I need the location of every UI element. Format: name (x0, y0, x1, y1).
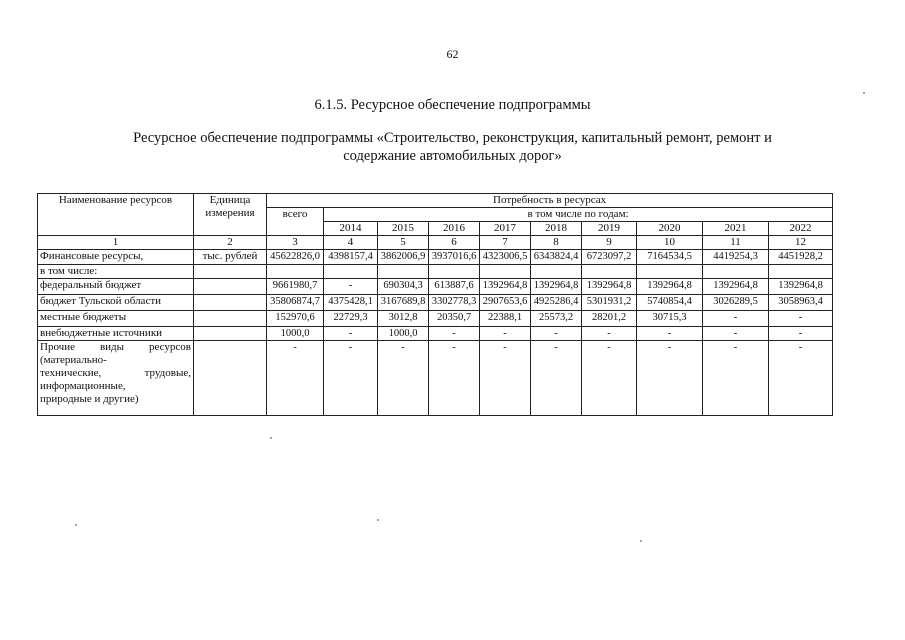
row-value: - (769, 311, 833, 327)
row-unit (194, 327, 267, 341)
table-row (38, 265, 833, 279)
column-number: 4 (324, 236, 378, 250)
header-unit (194, 194, 267, 236)
row-value: - (324, 279, 378, 295)
row-value: 1000,0 (378, 327, 429, 341)
row-value: - (531, 327, 582, 341)
header-need: Потребность в ресурсах (267, 194, 833, 208)
column-number: 1 (38, 236, 194, 250)
column-number: 5 (378, 236, 429, 250)
row-total: 152970,6 (267, 311, 324, 327)
row-value: - (637, 327, 703, 341)
column-number: 10 (637, 236, 703, 250)
row-value: 3302778,3 (429, 295, 480, 311)
row-total: 45622826,0 (267, 250, 324, 265)
row-value: 4419254,3 (703, 250, 769, 265)
other-resources-word: технические, (40, 367, 102, 379)
row-value: - (531, 341, 582, 416)
row-name: в том числе: (38, 265, 194, 279)
table-row-other-resources (38, 341, 833, 416)
table-row (38, 295, 833, 311)
row-value: 2907653,6 (480, 295, 531, 311)
row-value: 6343824,4 (531, 250, 582, 265)
row-value: - (703, 311, 769, 327)
row-value: 1392964,8 (637, 279, 703, 295)
row-value: 30715,3 (637, 311, 703, 327)
row-value: - (429, 341, 480, 416)
row-value: 1392964,8 (703, 279, 769, 295)
row-value: 613887,6 (429, 279, 480, 295)
row-value: 690304,3 (378, 279, 429, 295)
other-resources-word: ресурсов (149, 341, 191, 353)
other-resources-word: виды (99, 341, 125, 353)
row-value: 3026289,5 (703, 295, 769, 311)
document-title-line-1: Ресурсное обеспечение подпрограммы «Строительство, реконструкция, капитальный ремонт, ремонт и (133, 130, 772, 146)
table-row (38, 327, 833, 341)
row-name: Финансовые ресурсы, (38, 250, 194, 265)
other-resources-word: трудовые, (144, 367, 191, 379)
row-value (378, 265, 429, 279)
document-title (90, 129, 815, 165)
row-value: - (480, 327, 531, 341)
document-title-line-2: содержание автомобильных дорог» (343, 148, 562, 164)
row-value: - (703, 327, 769, 341)
row-value: - (480, 341, 531, 416)
row-name: бюджет Тульской области (38, 295, 194, 311)
other-resources-unit (194, 341, 267, 416)
section-title: 6.1.5. Ресурсное обеспечение подпрограммы (314, 97, 591, 113)
resource-table (37, 193, 833, 416)
row-value: 4398157,4 (324, 250, 378, 265)
row-value: 22729,3 (324, 311, 378, 327)
row-value: 4375428,1 (324, 295, 378, 311)
header-year: 2018 (531, 222, 582, 236)
header-year: 2021 (703, 222, 769, 236)
row-value: 5301931,2 (582, 295, 637, 311)
row-value: 1392964,8 (582, 279, 637, 295)
other-resources-line-5: природные и другие) (40, 393, 139, 405)
row-value: - (769, 341, 833, 416)
row-total: - (267, 341, 324, 416)
header-year: 2014 (324, 222, 378, 236)
scan-speck (640, 540, 642, 542)
row-value: - (378, 341, 429, 416)
row-value: - (324, 327, 378, 341)
row-value: 20350,7 (429, 311, 480, 327)
row-value: 3937016,6 (429, 250, 480, 265)
row-unit: тыс. рублей (194, 250, 267, 265)
column-number: 6 (429, 236, 480, 250)
other-resources-line-1 (40, 341, 191, 354)
row-value (703, 265, 769, 279)
other-resources-line-4: информационные, (40, 380, 126, 392)
row-total (267, 265, 324, 279)
row-unit (194, 295, 267, 311)
row-value (531, 265, 582, 279)
header-total: всего (267, 208, 324, 236)
row-value: 4451928,2 (769, 250, 833, 265)
scan-speck (377, 519, 379, 521)
header-year: 2019 (582, 222, 637, 236)
row-value: 1392964,8 (531, 279, 582, 295)
other-resources-line-3 (40, 367, 191, 380)
row-value: - (769, 327, 833, 341)
row-value (637, 265, 703, 279)
other-resources-name (38, 341, 194, 416)
row-value: 6723097,2 (582, 250, 637, 265)
header-unit-line-2: измерения (205, 207, 255, 219)
header-year: 2017 (480, 222, 531, 236)
row-value: 25573,2 (531, 311, 582, 327)
other-resources-word: Прочие (40, 341, 75, 353)
row-value: 22388,1 (480, 311, 531, 327)
row-name: местные бюджеты (38, 311, 194, 327)
header-year: 2015 (378, 222, 429, 236)
row-value: 1392964,8 (769, 279, 833, 295)
row-unit (194, 311, 267, 327)
row-value: 4323006,5 (480, 250, 531, 265)
row-value: - (582, 341, 637, 416)
row-total: 35806874,7 (267, 295, 324, 311)
row-value: 3167689,8 (378, 295, 429, 311)
row-value (582, 265, 637, 279)
row-name: внебюджетные источники (38, 327, 194, 341)
row-value (429, 265, 480, 279)
row-value: 3012,8 (378, 311, 429, 327)
row-unit (194, 279, 267, 295)
row-value: 7164534,5 (637, 250, 703, 265)
row-total: 9661980,7 (267, 279, 324, 295)
header-year: 2016 (429, 222, 480, 236)
column-number: 11 (703, 236, 769, 250)
scan-speck (863, 92, 865, 94)
column-number: 2 (194, 236, 267, 250)
row-total: 1000,0 (267, 327, 324, 341)
table-row (38, 250, 833, 265)
table-row (38, 311, 833, 327)
row-value: 3058963,4 (769, 295, 833, 311)
row-value: - (429, 327, 480, 341)
header-by-years: в том числе по годам: (324, 208, 833, 222)
row-value: 1392964,8 (480, 279, 531, 295)
header-unit-line-1: Единица (209, 194, 251, 206)
column-number: 9 (582, 236, 637, 250)
page-number: 62 (446, 47, 459, 61)
column-number: 12 (769, 236, 833, 250)
other-resources-line-2: (материально- (40, 354, 107, 366)
row-unit (194, 265, 267, 279)
column-number: 3 (267, 236, 324, 250)
header-resource-name: Наименование ресурсов (38, 194, 194, 236)
column-number: 8 (531, 236, 582, 250)
row-value (480, 265, 531, 279)
scan-speck (75, 524, 77, 526)
scan-speck (270, 437, 272, 439)
column-numbers-row (38, 236, 833, 250)
row-value: 28201,2 (582, 311, 637, 327)
row-value: - (582, 327, 637, 341)
row-value (324, 265, 378, 279)
column-number: 7 (480, 236, 531, 250)
row-value: - (703, 341, 769, 416)
row-value (769, 265, 833, 279)
row-value: 3862006,9 (378, 250, 429, 265)
row-value: 5740854,4 (637, 295, 703, 311)
header-year: 2020 (637, 222, 703, 236)
row-value: 4925286,4 (531, 295, 582, 311)
table-row (38, 279, 833, 295)
row-name: федеральный бюджет (38, 279, 194, 295)
row-value: - (324, 341, 378, 416)
row-value: - (637, 341, 703, 416)
header-year: 2022 (769, 222, 833, 236)
